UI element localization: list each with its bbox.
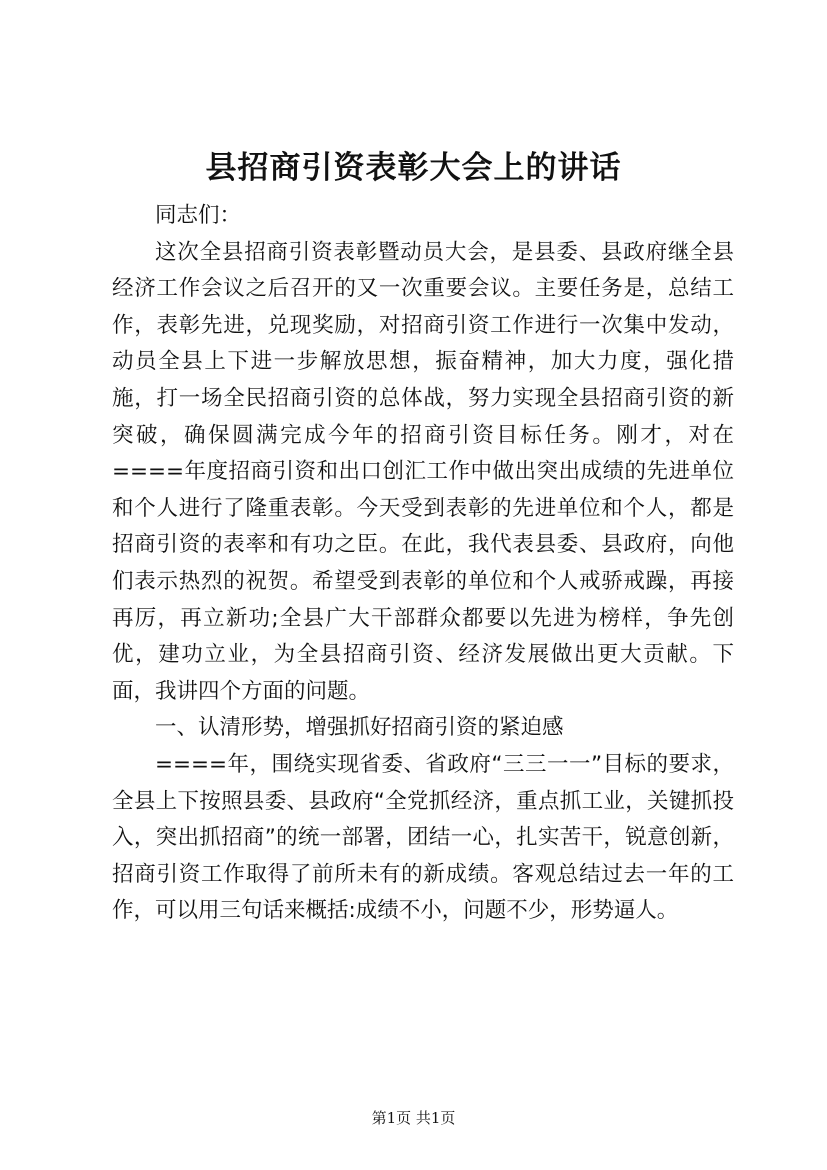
section-heading: 一、认清形势，增强抓好招商引资的紧迫感 bbox=[155, 715, 564, 741]
document-body bbox=[112, 198, 734, 930]
salutation: 同志们： bbox=[155, 203, 242, 228]
page-number-footer: 第1页 共1页 bbox=[371, 1109, 456, 1127]
paragraph-intro: 这次全县招商引资表彰暨动员大会，是县委、县政府继全县经济工作会议之后召开的又一次重要会议。主要任务是，总结工作，表彰先进，兑现奖励，对招商引资工作进行一次集中发动，动员全县上下进一步解放思想，振奋精神，加大力度，强化措施，打一场全民招商引资的总体战，努力实现全县招商引资的新突破，确保圆满完成今年的招商引资目标任务。刚才，对在====年度招商引资和出口创汇工作中做出突出成绩的先进单位和个人进行了隆重表彰。今天受到表彰的先进单位和个人，都是招商引资的表率和有功之臣。在此，我代表县委、县政府，向他们表示热烈的祝贺。希望受到表彰的单位和个人戒骄戒躁，再接再厉，再立新功;全县广大干部群众都要以先进为榜样，争先创优，建功立业，为全县招商引资、经济发展做出更大贡献。下面，我讲四个方面的问题。 bbox=[112, 239, 734, 704]
document-title: 县招商引资表彰大会上的讲话 bbox=[205, 150, 622, 186]
paragraph-section-one: ====年，围绕实现省委、省政府“三三一一”目标的要求，全县上下按照县委、县政府“全党抓经济，重点抓工业，关键抓投入，突出抓招商”的统一部署，团结一心，扎实苦干，锐意创新，招商引资工作取得了前所未有的新成绩。客观总结过去一年的工作，可以用三句话来概括:成绩不小，问题不少，形势逼人。 bbox=[112, 751, 734, 924]
